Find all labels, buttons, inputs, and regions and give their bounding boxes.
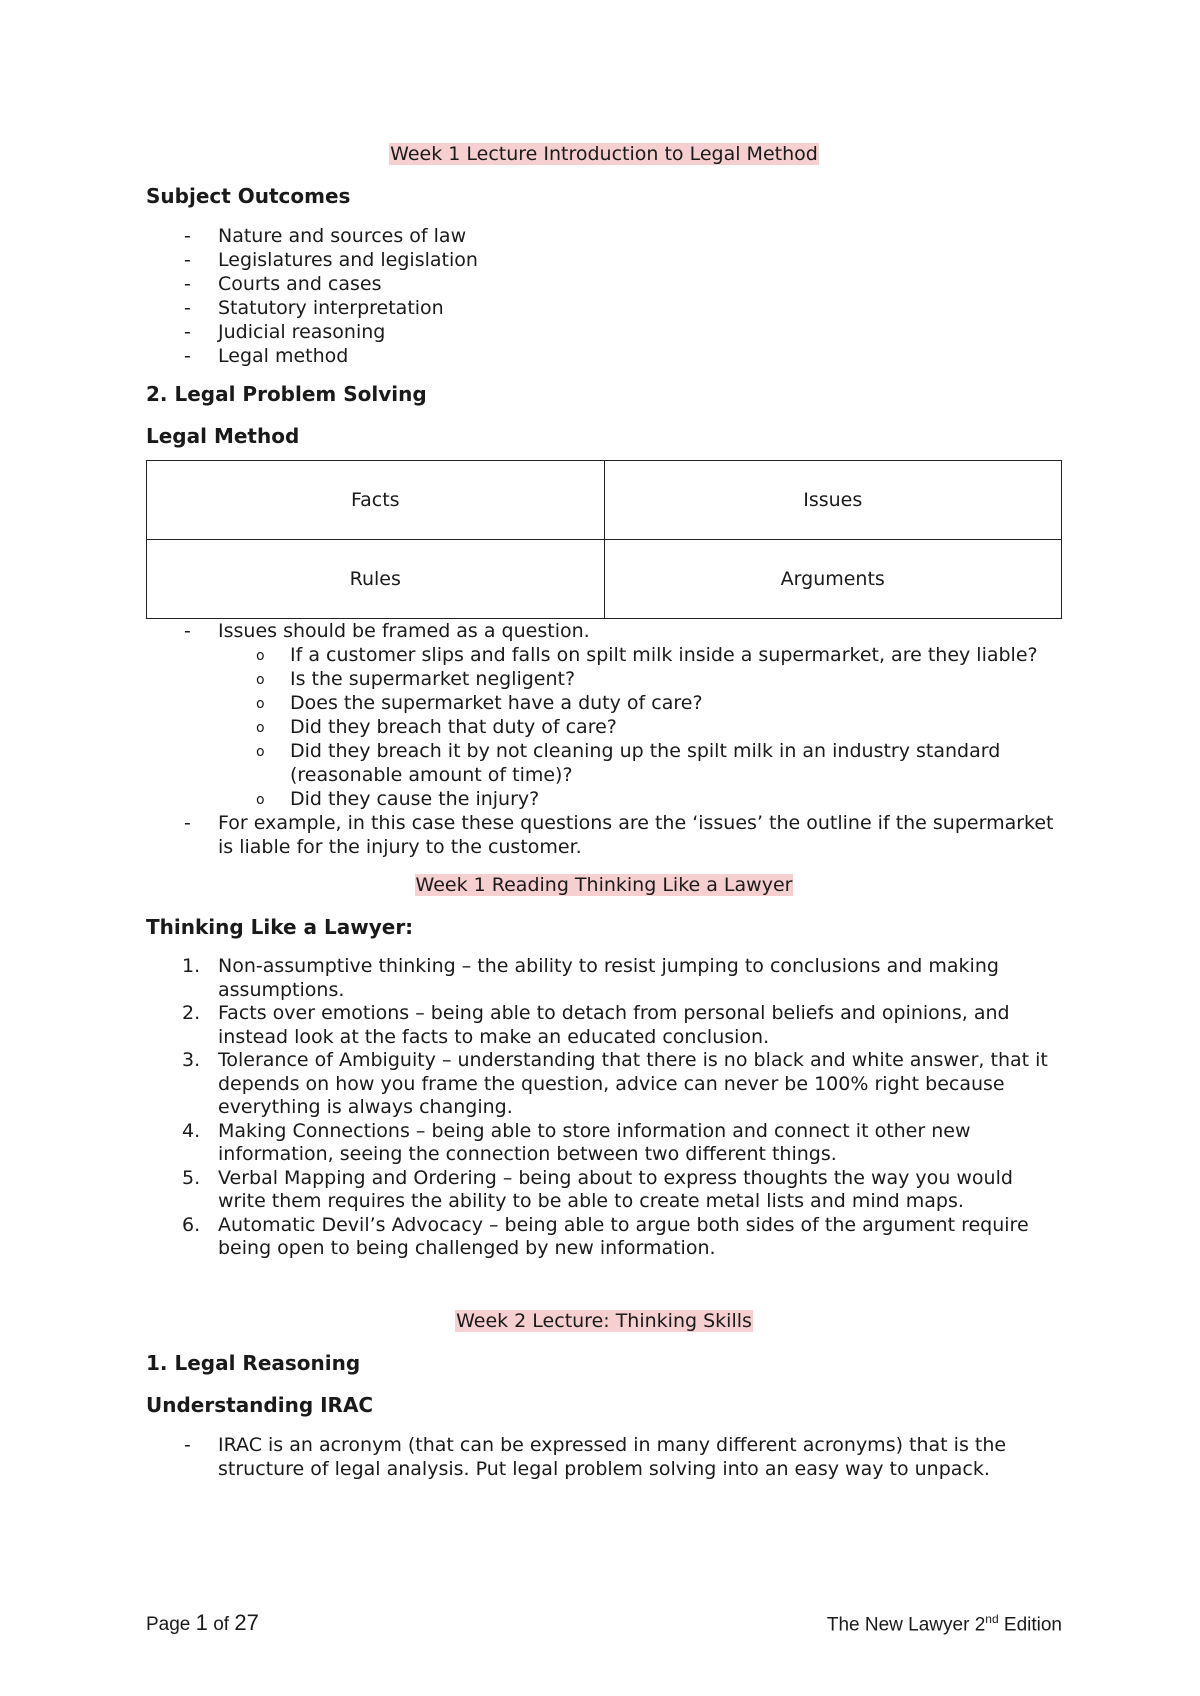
list-number: 6. (182, 1213, 201, 1236)
understanding-irac-heading: Understanding IRAC (146, 1392, 374, 1417)
list-item (146, 955, 1062, 1002)
table-cell: Rules (147, 540, 605, 619)
list-text: Non-assumptive thinking – the ability to resist jumping to conclusions and making assumptions. (218, 955, 999, 1001)
list-item: - Statutory interpretation (146, 296, 1062, 320)
list-item: - For example, in this case these questions are the ‘issues’ the outline if the supermarket is liable for the injury to the customer. (146, 811, 1062, 859)
legal-problem-solving-heading: 2. Legal Problem Solving (146, 382, 427, 406)
week2-lecture-title: Week 2 Lecture: Thinking Skills (456, 1309, 752, 1332)
list-item: - Legal method (146, 344, 1062, 368)
page-of: of (213, 1614, 230, 1635)
list-number: 1. (182, 955, 201, 977)
week1-lecture-title: Week 1 Lecture Introduction to Legal Method (390, 143, 818, 165)
page-prefix: Page (146, 1614, 191, 1635)
spacer (146, 1273, 1062, 1307)
list-item (146, 643, 1062, 667)
list-text: Verbal Mapping and Ordering – being about to express thoughts the way you would write them requires the ability to be able to create metal lists and mind maps. (218, 1166, 1013, 1212)
week1-reading-title: Week 1 Reading Thinking Like a Lawyer (415, 874, 793, 896)
list-item (146, 1049, 1062, 1120)
list-text: Tolerance of Ambiguity – understanding that there is no black and white answer, that it depends on how you frame the question, advice can never be 100% right because everything is always changing. (218, 1049, 1048, 1118)
table-row (147, 540, 1062, 619)
subject-outcomes-list (146, 224, 1062, 368)
table-cell: Facts (147, 461, 605, 540)
list-item (146, 739, 1062, 787)
issue-question: o Did they breach that duty of care? (290, 716, 617, 738)
issues-questions-list (146, 643, 1062, 811)
list-item (146, 1120, 1062, 1167)
legal-reasoning-heading: 1. Legal Reasoning (146, 1350, 361, 1375)
list-item (146, 787, 1062, 811)
list-text: Making Connections – being able to store information and connect it other new information, seeing the connection between two different things. (218, 1119, 971, 1165)
book-title: The New Lawyer 2 (826, 1614, 986, 1636)
list-item: - Judicial reasoning (146, 320, 1062, 344)
table-row (147, 461, 1062, 540)
page-number-footer (146, 1610, 259, 1636)
week1-lecture-title-line (146, 140, 1062, 168)
list-item: - Courts and cases (146, 272, 1062, 296)
page-total: 27 (234, 1610, 259, 1635)
list-number: 2. (182, 1002, 201, 1024)
list-item: - Legislatures and legislation (146, 248, 1062, 272)
list-number: 3. (182, 1049, 201, 1071)
list-item (146, 1167, 1062, 1214)
issue-question: o Did they breach it by not cleaning up the spilt milk in an industry standard (reasonable amount of time)? (290, 740, 1001, 786)
list-number: 5. (182, 1166, 201, 1189)
list-item (146, 667, 1062, 691)
issues-point: Issues should be framed as a question. (218, 620, 590, 642)
list-item (146, 715, 1062, 739)
subject-outcomes-heading: Subject Outcomes (146, 184, 351, 208)
thinking-list (146, 955, 1062, 1261)
edition-superscript: nd (985, 1612, 999, 1626)
issue-question: o Is the supermarket negligent? (290, 668, 576, 690)
week2-lecture-title-line (146, 1307, 1062, 1335)
list-item (146, 619, 1062, 811)
list-item (146, 1214, 1062, 1261)
legal-method-heading: Legal Method (146, 424, 300, 448)
list-item (146, 691, 1062, 715)
table-cell: Issues (604, 461, 1062, 540)
book-title-footer (827, 1612, 1062, 1636)
thinking-like-a-lawyer-heading: Thinking Like a Lawyer: (146, 915, 414, 939)
week1-reading-title-line (146, 871, 1062, 899)
table-cell: Arguments (604, 540, 1062, 619)
list-item: - Nature and sources of law (146, 224, 1062, 248)
irac-list (146, 1433, 1062, 1481)
issues-list (146, 619, 1062, 859)
list-item (146, 1002, 1062, 1049)
page-number: 1 (195, 1610, 208, 1635)
issue-question: o If a customer slips and falls on spilt milk inside a supermarket, are they liable? (290, 644, 1038, 666)
page-content (146, 140, 1062, 1493)
list-item: - IRAC is an acronym (that can be expressed in many different acronyms) that is the structure of legal analysis. Put legal problem solving into an easy way to unpack. (146, 1433, 1062, 1481)
list-text: Automatic Devil’s Advocacy – being able to argue both sides of the argument require being open to being challenged by new information. (218, 1213, 1029, 1259)
issue-question: o Did they cause the injury? (290, 788, 540, 810)
issue-question: o Does the supermarket have a duty of care? (290, 692, 703, 714)
legal-method-table (146, 460, 1062, 619)
list-number: 4. (182, 1119, 201, 1142)
edition-suffix: Edition (998, 1614, 1062, 1636)
list-text: Facts over emotions – being able to detach from personal beliefs and opinions, and instead look at the facts to make an educated conclusion. (218, 1002, 1010, 1048)
